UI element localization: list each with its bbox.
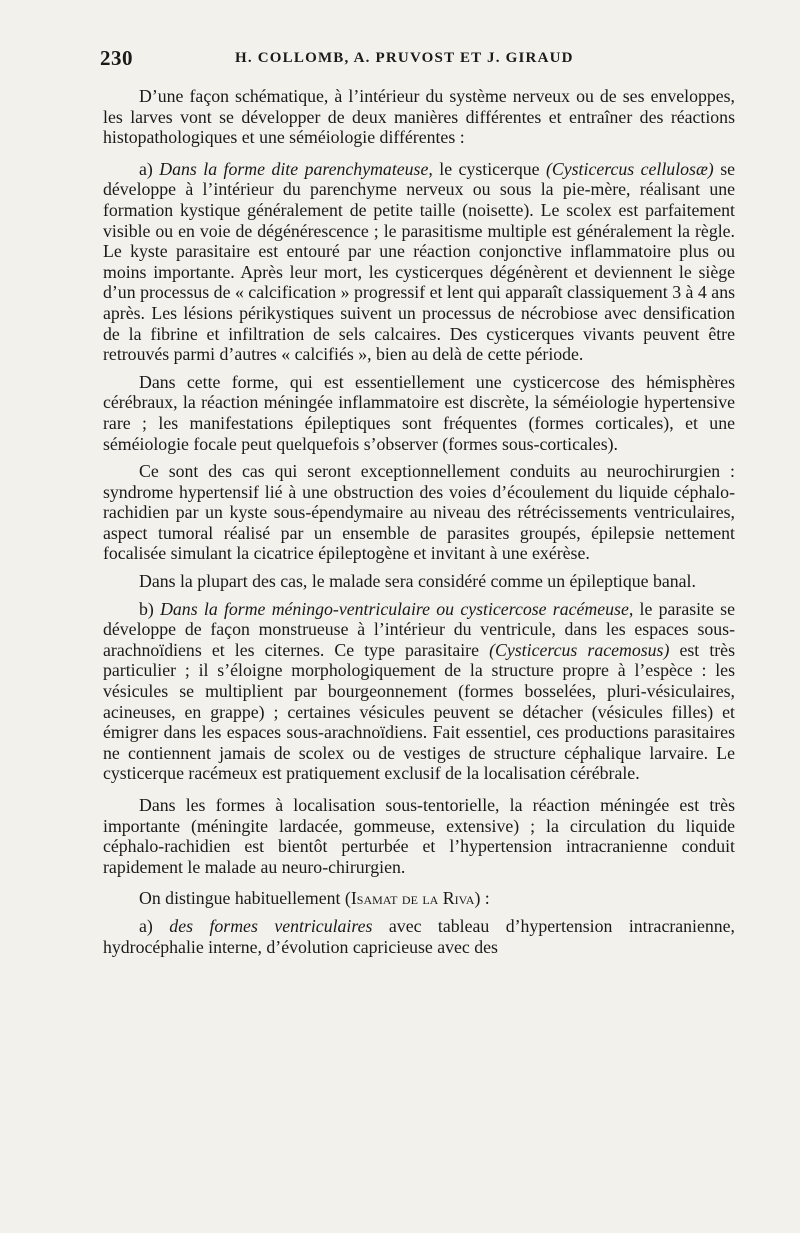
italic-heading: Dans la forme méningo-ventriculaire ou cysticercose racémeuse, (160, 598, 634, 619)
running-title: H. COLLOMB, A. PRUVOST ET J. GIRAUD (235, 50, 574, 66)
species-name: (Cysticercus cellulosæ) (545, 158, 714, 179)
page-number: 230 (100, 46, 133, 70)
paragraph-racemose-form: b) Dans la forme méningo-ventriculaire ou cysticercose racémeuse, le parasite se développe de façon monstrueuse à l’intérieur du ventricule, dans les espaces sous-arachnoïdiens et les citernes. Ce type parasitaire (Cysticercus racemosus) est très particulier ; il s’éloigne morphologiquement de la structure propre à l’espèce : les vésicules se multiplient par bourgeonnement (formes bosselées, pluri-vésiculaires, acineuses, en grappe) ; certaines vésicules peuvent se détacher (vésicules filles) et émigrer dans les espaces sous-arachnoïdiens. Fait essentiel, ces productions parasitaires ne contiennent jamais de scolex ou de vestiges de structure céphalique larvaire. Le cysticerque racémeux est pratiquement exclusif de la localisation cérébrale. (103, 598, 735, 784)
species-name: (Cysticercus racemosus) (489, 639, 670, 660)
paragraph-hemispheres: Dans cette forme, qui est essentiellement une cysticercose des hémisphères cérébraux, la réaction méningée inflammatoire est discrète, la séméiologie hypertensive rare ; les manifestations épileptiques sont fréquentes (formes corticales), et une séméiologie focale peut quelquefois s’observer (formes sous-corticales). (103, 371, 735, 454)
author-citation: Isamat de la Riva (350, 888, 475, 909)
paragraph-banal-epileptic: Dans la plupart des cas, le malade sera considéré comme un épileptique banal. (139, 571, 696, 592)
italic-heading: des formes ventriculaires (169, 915, 373, 936)
paragraph-neurosurgery-cases: Ce sont des cas qui seront exceptionnellement conduits au neurochirurgien : syndrome hypertensif lié à une obstruction des voies d’écoulement du liquide céphalo-rachidien par un kyste sous-épendymaire au niveau des rétrécissements ventriculaires, aspect tumoral réalisé par un ensemble de parasites groupés, épilepsie nettement focalisée simulant la cicatrice épileptogène et invitant à une exérèse. (103, 461, 735, 564)
paragraph-parenchymal-form: a) Dans la forme dite parenchymateuse, le cysticerque (Cysticercus cellulosæ) se développe à l’intérieur du parenchyme nerveux ou sous la pie-mère, réalisant une formation kystique généralement de petite taille (noisette). Le scolex est parfaitement visible ou en voie de dégénérescence ; le parasitisme multiple est généralement la règle. Le kyste parasitaire est entouré par une réaction conjonctive inflammatoire plus ou moins importante. Après leur mort, les cysticerques dégénèrent et deviennent le siège d’un processus de « calcification » progressif et lent qui apparaît classiquement 3 à 4 ans après. Les lésions périkystiques suivent un processus de nécrobiose avec densification de la fibrine et infiltration de sels calcaires. Des cysticerques vivants peuvent être retrouvés parmi d’autres « calcifiés », bien au delà de cette période. (103, 158, 735, 365)
page-header (100, 46, 740, 76)
list-marker: a) (139, 915, 153, 936)
paragraph-subtentorial: Dans les formes à localisation sous-tentorielle, la réaction méningée est très importante (méningite lardacée, gommeuse, extensive) ; la circulation du liquide céphalo-rachidien est bientôt perturbée et l’hypertension intracranienne conduit rapidement le malade au neuro-chirurgien. (103, 795, 735, 877)
body-text (103, 86, 735, 964)
list-marker: a) (139, 158, 153, 179)
italic-heading: Dans la forme dite parenchymateuse, (159, 158, 433, 179)
paragraph-ventricular-forms: a) des formes ventriculaires avec tableau d’hypertension intracranienne, hydrocéphalie interne, d’évolution capricieuse avec des (103, 915, 735, 957)
paragraph-classification: On distingue habituellement (Isamat de la Riva) : (139, 888, 490, 909)
list-marker: b) (139, 598, 154, 619)
paragraph-intro: D’une façon schématique, à l’intérieur du système nerveux ou de ses enveloppes, les larves vont se développer de deux manières différentes et entraîner des réactions histopathologiques et une séméiologie différentes : (103, 86, 735, 148)
